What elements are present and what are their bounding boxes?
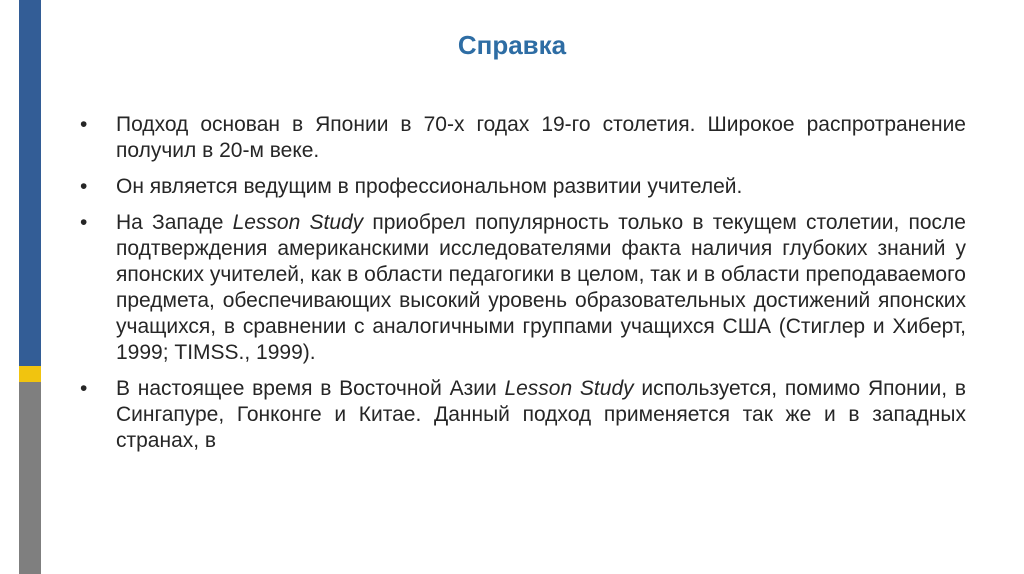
bullet-text <box>116 175 742 198</box>
bullet-text <box>116 377 966 452</box>
bullet-item-2 <box>80 174 966 200</box>
accent-bar-gray-segment <box>19 382 41 574</box>
bullet-dot: • <box>80 211 88 234</box>
bullet-dot: • <box>80 113 88 136</box>
bullet-text-part: В настоящее время в Восточной Азии <box>116 377 505 400</box>
side-accent-bar <box>19 0 41 574</box>
bullet-text-part: Подход основан в Японии в 70-х годах 19-го столетия. Широкое распротранение получил в 20-м веке. <box>116 113 966 162</box>
bullet-item-1 <box>80 112 966 164</box>
accent-bar-yellow-segment <box>19 366 41 382</box>
bullet-item-4 <box>80 376 966 454</box>
slide-title: Справка <box>457 30 567 60</box>
bullet-text-part: На Западе <box>116 211 233 234</box>
bullet-text-part: приобрел популярность только в текущем столетии, после подтверждения американскими исследователями факта наличия глубоких знаний у японских учителей, как в области педагогики в целом, так и в области преподаваемого предмета, обеспечивающих высокий уровень образовательных достижений японских учащихся, в сравнении с аналогичными группами учащихся США (Стиглер и Хиберт, 1999; TIMSS., 1999). <box>116 211 966 364</box>
bullet-text <box>116 113 966 162</box>
bullet-text-part: используется, помимо Японии, в Сингапуре, Гонконге и Китае. Данный подход применяется так же и в западных странах, в <box>116 377 966 452</box>
bullet-dot: • <box>80 175 88 198</box>
bullet-text-italic: Lesson Study <box>232 211 364 234</box>
bullet-text <box>116 211 966 364</box>
bullet-text-part: Он является ведущим в профессиональном развитии учителей. <box>116 175 743 198</box>
bullet-item-3 <box>80 210 966 366</box>
bullet-list <box>80 112 966 464</box>
bullet-text-italic: Lesson Study <box>504 377 634 400</box>
bullet-dot: • <box>80 377 88 400</box>
